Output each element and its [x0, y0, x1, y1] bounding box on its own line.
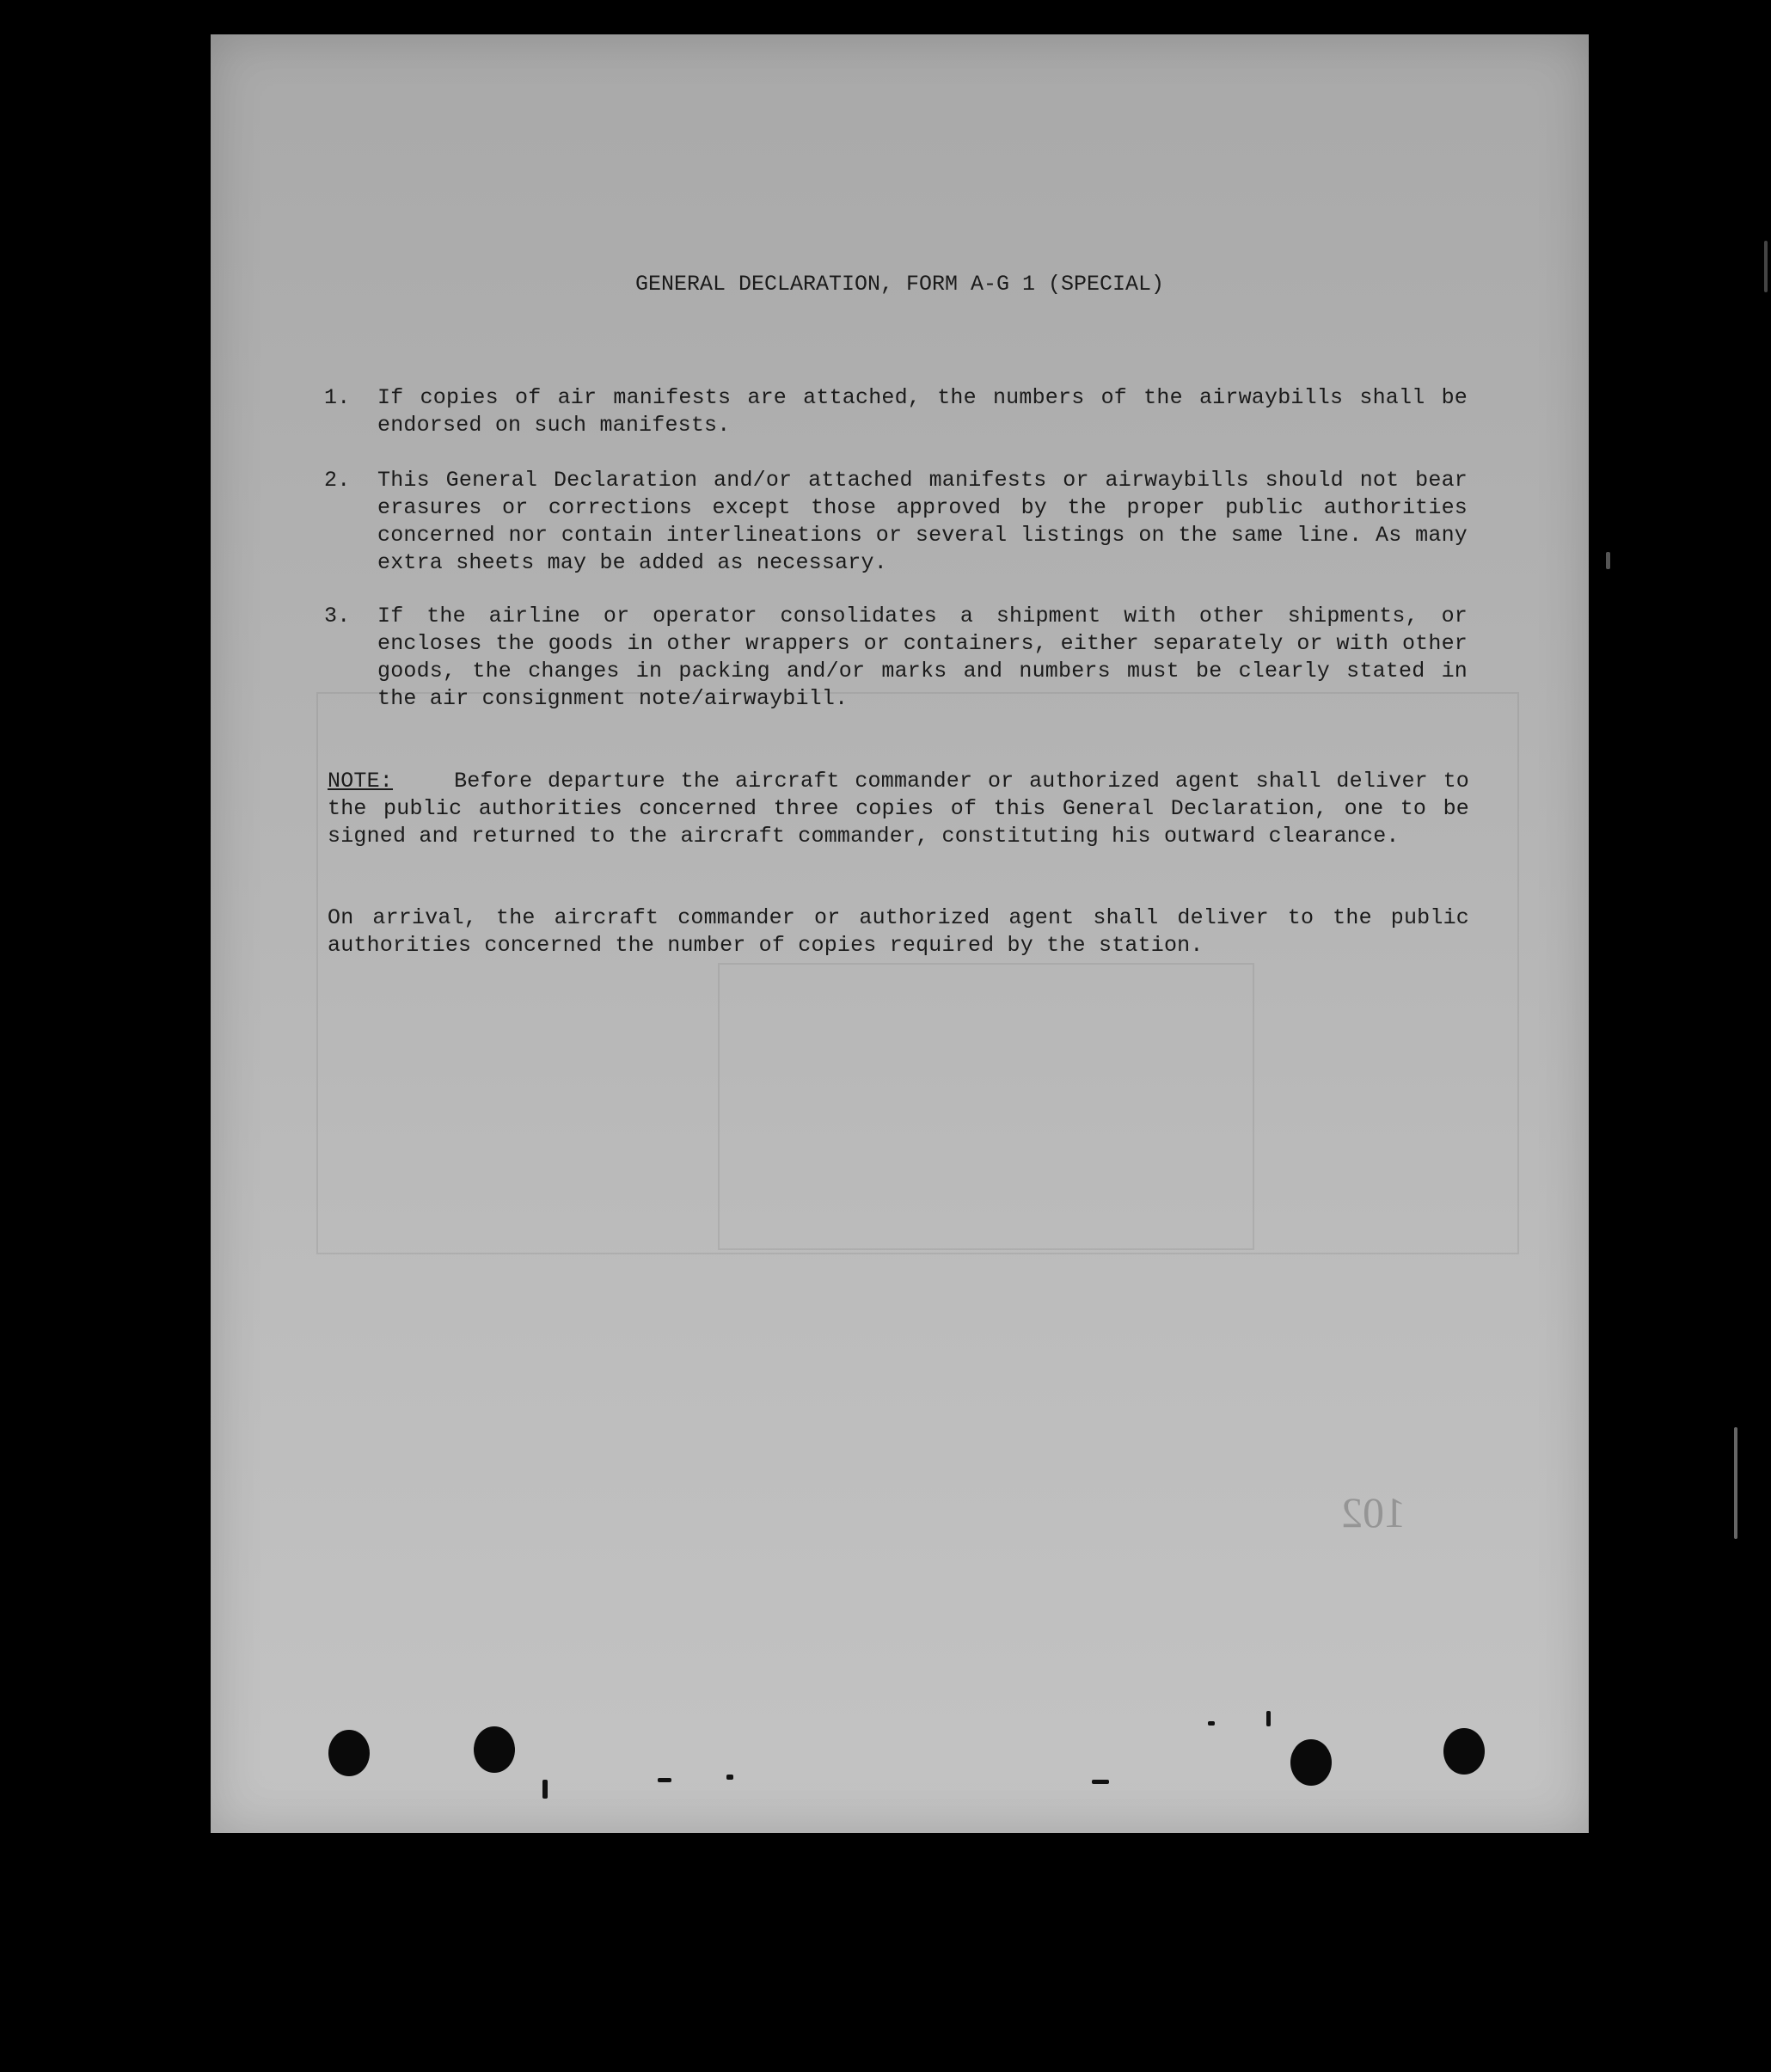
- ink-speck: [1208, 1721, 1215, 1726]
- ink-speck: [542, 1780, 548, 1799]
- instruction-item-2: [324, 467, 1468, 577]
- punch-hole: [1443, 1728, 1485, 1775]
- note-text: Before departure the aircraft commander or authorized agent shall deliver to the public authorities concerned three copies of this General Declaration, one to be signed and returned to the aircraft commander, constituting his outward clearance.: [328, 769, 1470, 849]
- item-number: 2.: [324, 468, 351, 493]
- ink-speck: [1266, 1711, 1271, 1726]
- border-mark: [1764, 241, 1768, 292]
- item-number: 1.: [324, 385, 351, 410]
- note-label: NOTE:: [328, 769, 394, 794]
- item-text: If copies of air manifests are attached, the numbers of the airwaybills shall be endorsed on such manifests.: [377, 385, 1468, 438]
- ink-speck: [1092, 1780, 1109, 1784]
- border-mark: [1606, 552, 1610, 569]
- punch-hole: [328, 1730, 370, 1776]
- faint-page-number: 102: [1341, 1488, 1406, 1536]
- item-text: This General Declaration and/or attached manifests or airwaybills should not bear erasures or corrections except those approved by the proper public authorities concerned nor contain interlineations or several listings on the same line. As many extra sheets may be added as necessary.: [377, 468, 1468, 575]
- instruction-item-3: [324, 603, 1468, 713]
- arrival-paragraph: On arrival, the aircraft commander or authorized agent shall deliver to the public authorities concerned the number of copies required by the station.: [328, 905, 1469, 958]
- ink-speck: [658, 1778, 671, 1782]
- item-text: If the airline or operator consolidates a shipment with other shipments, or encloses the goods in other wrappers or containers, either separately or with other goods, the changes in packing and/or marks and numbers must be clearly stated in the air consignment note/airwaybill.: [377, 604, 1468, 711]
- instruction-item-1: [324, 384, 1468, 439]
- bleed-through-box: [718, 963, 1254, 1250]
- punch-hole: [1290, 1739, 1332, 1786]
- item-number: 3.: [324, 604, 351, 628]
- note-paragraph: [328, 768, 1469, 850]
- document-page: [211, 34, 1589, 1833]
- ink-speck: [726, 1775, 733, 1780]
- punch-hole: [474, 1726, 515, 1773]
- border-mark: [1734, 1427, 1737, 1539]
- page-title: GENERAL DECLARATION, FORM A-G 1 (SPECIAL): [634, 272, 1165, 297]
